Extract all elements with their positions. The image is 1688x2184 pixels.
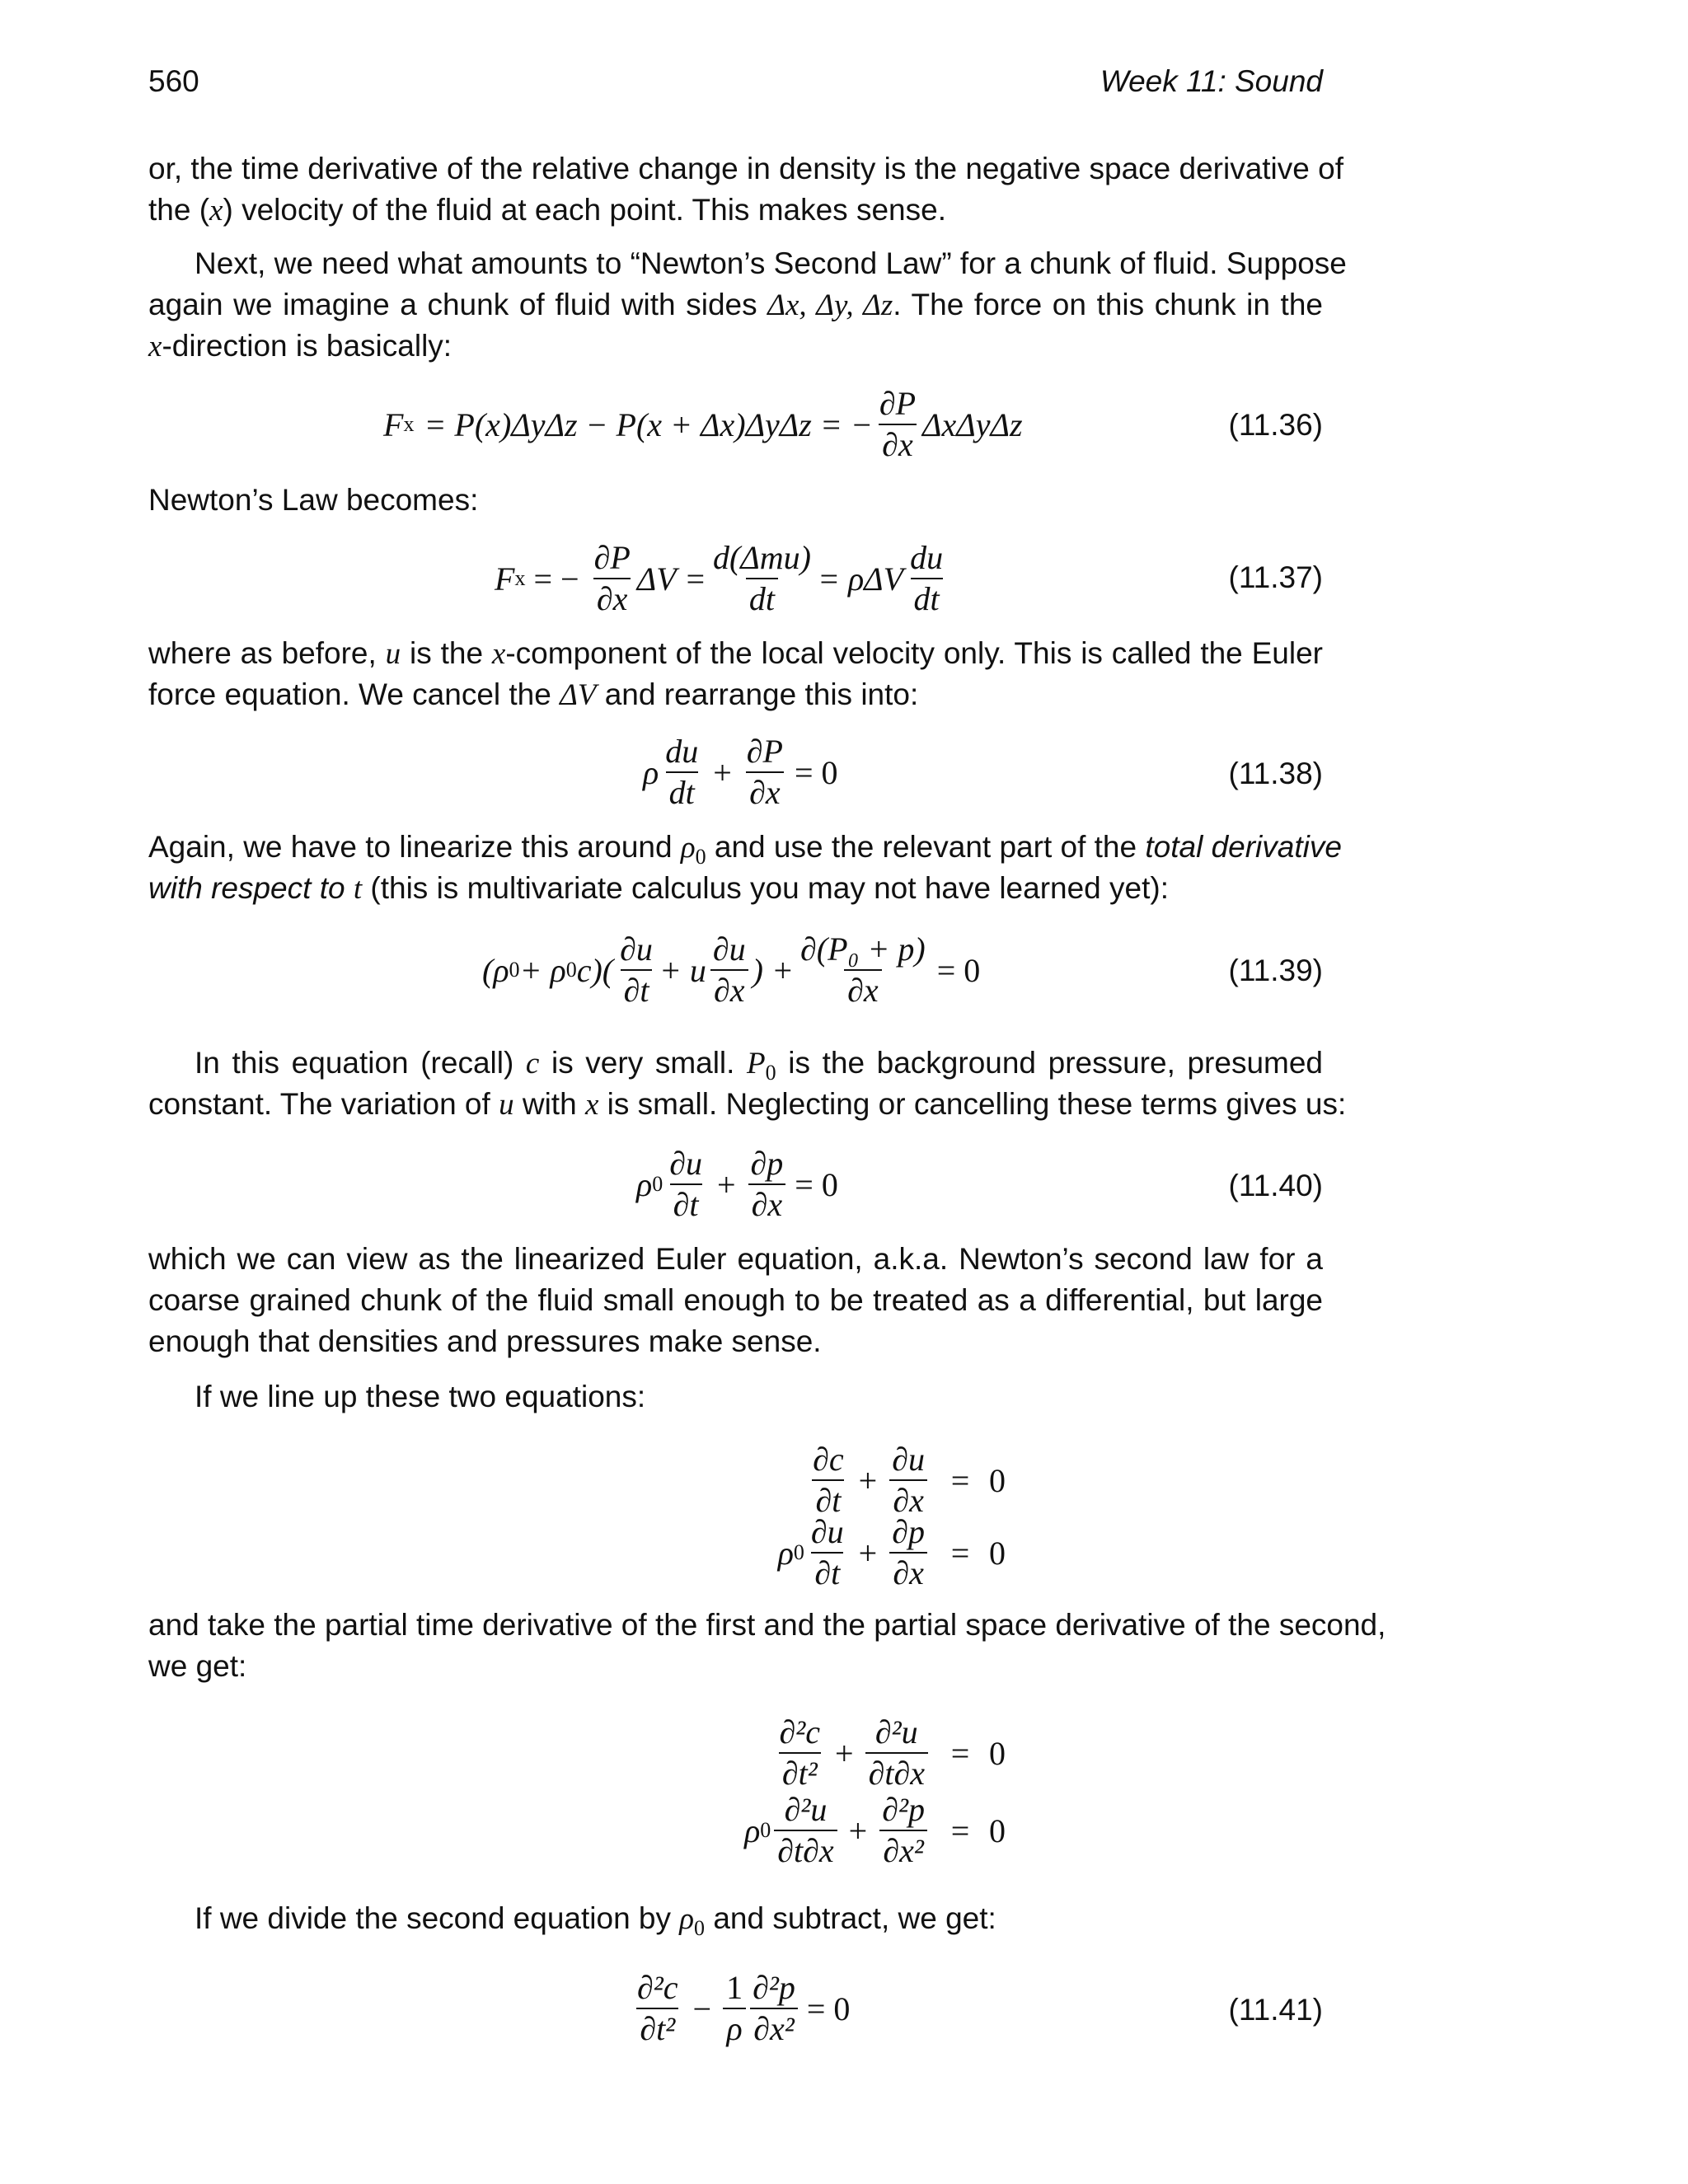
page-number: 560 [148, 64, 199, 98]
page-header [148, 64, 1323, 102]
paragraph-7 [148, 1239, 1323, 1362]
fraction: $\frac{du}{dt}$ [665, 733, 699, 811]
text-line: constant. The variation of u with x is small. Neglecting or cancelling these terms gives us: [148, 1087, 1347, 1122]
equation-number: (11.37) [1228, 560, 1323, 594]
equation-11-41: $\frac{\text{∂²c}}{\text{∂t²}}$ − $\frac{1}{\rho}$ $\frac{\text{∂²p}}{\text{∂x²}}$ = 0 [631, 1970, 850, 2047]
equation-11-38: ρ $\frac{du}{dt}$ + $\frac{\partial P}{\partial x}$ = 0 [643, 733, 838, 811]
text-line: we get: [148, 1649, 247, 1683]
text-line: In this equation (recall) c is very small. $P_0$ is the background pressure, presumed [195, 1046, 1323, 1085]
text-line: x-direction is basically: [148, 329, 452, 363]
fraction: $\frac{\partial u}{\partial t}$ [669, 1145, 702, 1223]
equation-11-40: ρ 0 $\frac{\partial u}{\partial t}$ + $\frac{\partial p}{\partial x}$ = 0 [636, 1145, 838, 1223]
paragraph-9 [148, 1605, 1386, 1687]
equation-11-36: F x = P(x)ΔyΔz − P(x + Δx)ΔyΔz = − $\frac{\partial P}{\partial x}$ ΔxΔyΔz [383, 385, 1023, 463]
fraction: $\frac{\text{d(Δmu)}}{dt}$ [712, 539, 811, 617]
fraction: $\frac{\partial P}{\partial x}$ [746, 733, 783, 811]
equation-row: ρ 0 $\frac{\partial u}{\partial t}$ + $\frac{\partial p}{\partial x}$ = 0 [777, 1513, 1006, 1591]
running-title: Week 11: Sound [1100, 64, 1323, 98]
equation-row: ρ 0 $\frac{\text{∂²u}}{\partial t\partial x}$ + $\frac{\text{∂²p}}{\text{∂x²}}$ = 0 [744, 1791, 1006, 1869]
equation-11-39: (ρ 0 + ρ 0 c)( $\frac{\partial u}{\partial t}$ + u $\frac{\partial u}{\partial x}$ ) + $\frac{\text{∂(P₀ + p)}}{\partial x}$ = 0 [482, 930, 981, 1009]
fraction: $\frac{du}{dt}$ [910, 539, 944, 617]
paragraph-1 [148, 148, 1343, 231]
fraction: $\frac{\text{∂²p}}{\text{∂x²}}$ [749, 1970, 799, 2047]
fraction: $\frac{\partial u}{\partial t}$ [620, 930, 653, 1009]
text-line: Next, we need what amounts to “Newton’s Second Law” for a chunk of fluid. Suppose [195, 246, 1347, 280]
text-line: If we line up these two equations: [195, 1380, 646, 1413]
text-line: force equation. We cancel the ΔV and rearrange this into: [148, 677, 919, 712]
fraction: $\frac{\partial p}{\partial x}$ [748, 1146, 787, 1223]
paragraph-10 [148, 1898, 1323, 1939]
fraction: $\frac{1}{\rho}$ [723, 1970, 746, 2047]
text-line: enough that densities and pressures make sense. [148, 1324, 822, 1358]
equation-number: (11.36) [1228, 408, 1323, 442]
text-line: with respect to t (this is multivariate calculus you may not have learned yet): [148, 871, 1169, 906]
equation-number: (11.39) [1228, 954, 1323, 987]
fraction: $\frac{\partial P}{\partial x}$ [879, 385, 917, 463]
equation-number: (11.41) [1228, 1993, 1323, 2027]
text-line: Newton’s Law becomes: [148, 483, 479, 517]
text-line: the (x) velocity of the fluid at each point. This makes sense. [148, 193, 946, 227]
page [148, 0, 1386, 2184]
equation-number: (11.40) [1228, 1169, 1323, 1202]
fraction: $\frac{\text{∂(P₀ + p)}}{\partial x}$ [799, 930, 926, 1009]
equation-11-37: F x = − $\frac{\partial P}{\partial x}$ ΔV = $\frac{\text{d(Δmu)}}{dt}$ = ρΔV $\frac{du}{dt}$ [495, 540, 950, 617]
text-line: Again, we have to linearize this around $\rho_0$ and use the relevant part of the total derivative [148, 830, 1342, 869]
paragraph-2 [148, 243, 1347, 367]
equation-system-1 [610, 1441, 1022, 1591]
fraction: $\frac{\text{∂²c}}{\text{∂t²}}$ [637, 1969, 678, 2047]
text-line: which we can view as the linearized Euler equation, a.k.a. Newton’s second law for a [148, 1242, 1323, 1276]
paragraph-6 [148, 1043, 1347, 1125]
text-line: or, the time derivative of the relative change in density is the negative space derivative of [148, 152, 1343, 185]
equation-number: (11.38) [1228, 757, 1323, 790]
equation-system-2 [585, 1714, 1022, 1869]
paragraph-5 [148, 827, 1342, 909]
text-line: coarse grained chunk of the fluid small enough to be treated as a differential, but large [148, 1283, 1323, 1317]
text-line: If we divide the second equation by $\rho_0$ and subtract, we get: [195, 1901, 996, 1940]
equation-row: $\frac{\partial c}{\partial t}$ + $\frac{\partial u}{\partial x}$ = 0 [813, 1441, 1006, 1519]
fraction: $\frac{\partial u}{\partial x}$ [710, 931, 749, 1009]
equation-row: $\frac{\text{∂²c}}{\text{∂t²}}$ + $\frac{\text{∂²u}}{\partial t\partial x}$ = 0 [779, 1713, 1006, 1792]
fraction: $\frac{\partial P}{\partial x}$ [593, 539, 631, 617]
text-line: and take the partial time derivative of the first and the partial space derivative of the second, [148, 1608, 1386, 1642]
paragraph-3 [148, 480, 1323, 521]
text-line: again we imagine a chunk of fluid with sides Δx, Δy, Δz. The force on this chunk in the [148, 288, 1323, 322]
paragraph-4 [148, 633, 1323, 715]
paragraph-8 [148, 1376, 1323, 1418]
text-line: where as before, u is the x-component of the local velocity only. This is called the Euler [148, 636, 1323, 671]
